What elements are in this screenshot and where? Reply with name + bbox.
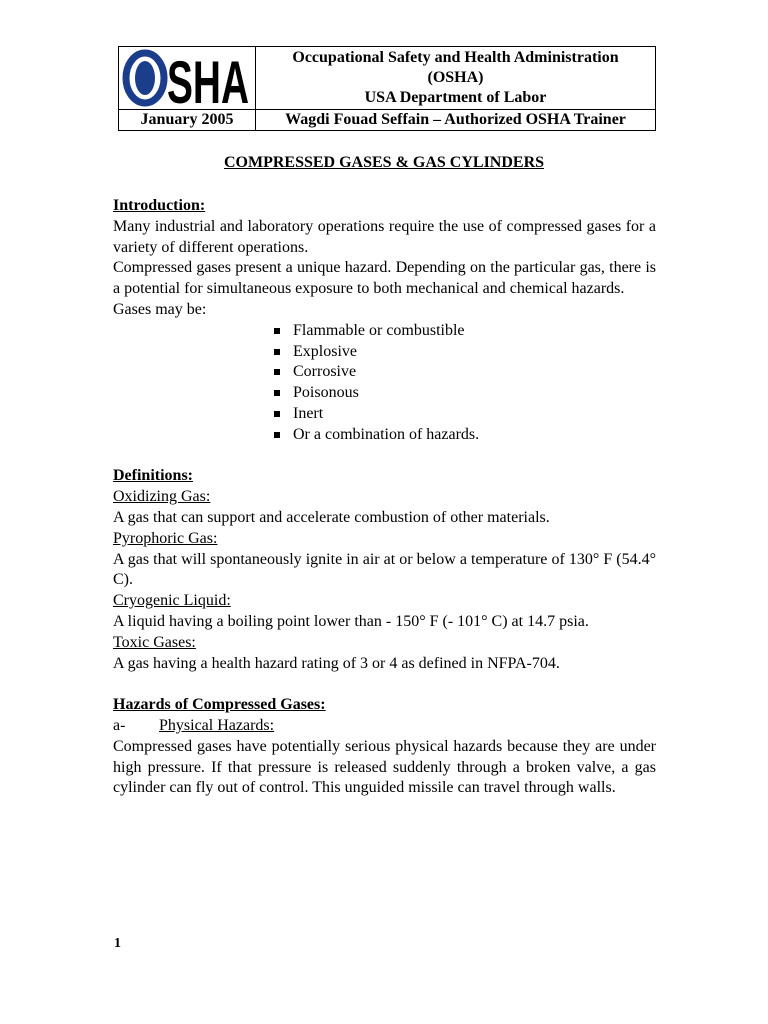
org-department: USA Department of Labor — [364, 89, 547, 106]
physical-hazards-subheading: a- Physical Hazards: — [113, 716, 656, 737]
document-body — [113, 196, 656, 799]
list-item: Corrosive — [271, 362, 656, 383]
definition-text: A gas having a health hazard rating of 3 or 4 as defined in NFPA-704. — [113, 654, 560, 672]
list-item: Explosive — [271, 342, 656, 363]
org-cell — [256, 47, 656, 110]
osha-logo — [123, 49, 251, 116]
logo-cell — [119, 47, 256, 116]
definition-term: Pyrophoric Gas: — [113, 529, 218, 547]
org-name: Occupational Safety and Health Administration — [292, 49, 619, 66]
bullet-icon — [274, 349, 280, 355]
definition-term: Cryogenic Liquid: — [113, 592, 231, 610]
bullet-icon — [274, 369, 280, 375]
definition-text: A gas that will spontaneously ignite in air at or below a temperature of 130° F (54.4° C). — [113, 550, 656, 589]
list-item: Poisonous — [271, 383, 656, 404]
trainer-cell: Wagdi Fouad Seffain – Authorized OSHA Trainer — [256, 110, 656, 131]
list-item: Inert — [271, 404, 656, 425]
intro-paragraph-3: Gases may be: — [113, 300, 207, 318]
document-title: COMPRESSED GASES & GAS CYLINDERS — [223, 154, 545, 171]
definition-text: A liquid having a boiling point lower than - 150° F (- 101° C) at 14.7 psia. — [113, 612, 589, 630]
bullet-icon — [274, 411, 280, 417]
bullet-icon — [274, 328, 280, 334]
definition-term: Toxic Gases: — [113, 633, 196, 651]
bullet-icon — [274, 390, 280, 396]
intro-paragraph-1: Many industrial and laboratory operations require the use of compressed gases for a variety of different operations. — [113, 217, 656, 256]
hazards-heading: Hazards of Compressed Gases: — [113, 696, 326, 714]
list-item: Flammable or combustible — [271, 321, 656, 342]
hazard-type-list — [113, 321, 656, 446]
definition-text: A gas that can support and accelerate combustion of other materials. — [113, 508, 550, 526]
definition-term: Oxidizing Gas: — [113, 488, 211, 506]
org-acronym: (OSHA) — [427, 69, 484, 86]
subsection-label: a- — [113, 716, 126, 734]
bullet-icon — [274, 432, 280, 438]
list-item: Or a combination of hazards. — [271, 425, 656, 446]
header-table — [118, 46, 656, 131]
definitions-heading: Definitions: — [113, 467, 193, 485]
hazards-paragraph: Compressed gases have potentially serious physical hazards because they are under high pressure. If that pressure is released suddenly through a broken valve, a gas cylinder can fly out of control. This unguided missile can travel through walls. — [113, 737, 656, 797]
date-cell: January 2005 — [119, 110, 256, 131]
page-number: 1 — [114, 936, 121, 951]
svg-text:SHA: SHA — [167, 49, 249, 116]
intro-paragraph-2: Compressed gases present a unique hazard. Depending on the particular gas, there is a potential for simultaneous exposure to both mechanical and chemical hazards. — [113, 259, 656, 298]
introduction-heading: Introduction: — [113, 197, 206, 214]
